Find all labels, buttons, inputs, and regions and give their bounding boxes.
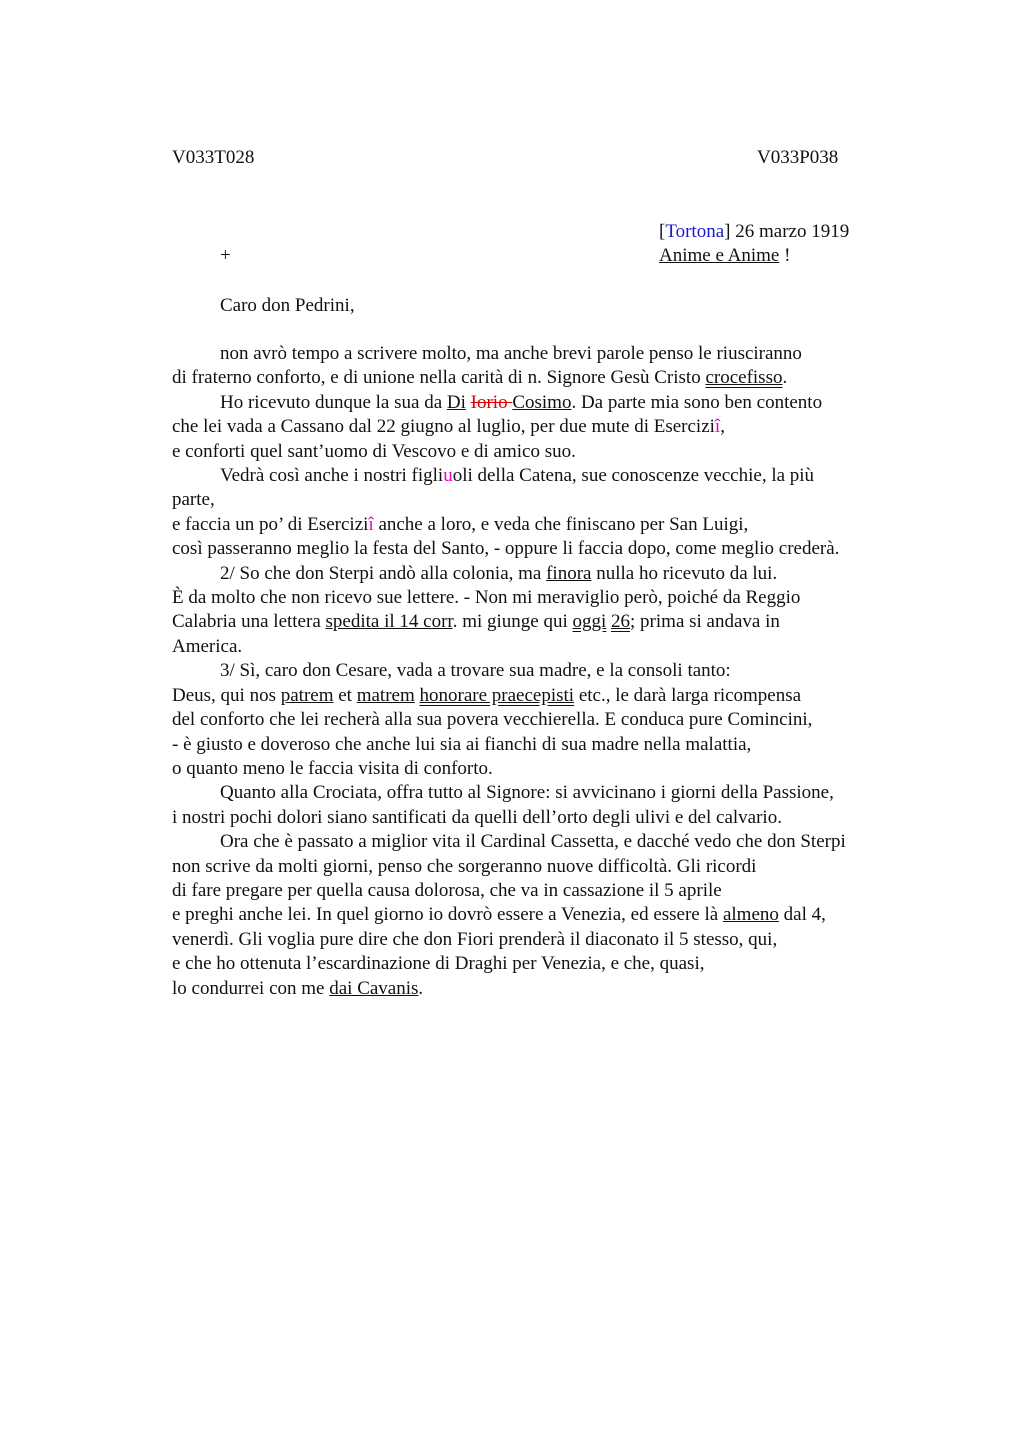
document-code-left: V033T028 bbox=[172, 147, 255, 168]
letter-body bbox=[172, 342, 912, 1001]
body-line: non scrive da molti giorni, penso che sorgeranno nuove difficoltà. Gli ricordi bbox=[172, 855, 757, 877]
body-line: Calabria una lettera spedita il 14 corr. mi giunge qui oggi 26; prima si andava in bbox=[172, 611, 780, 633]
body-line: di fare pregare per quella causa dolorosa, che va in cassazione il 5 aprile bbox=[172, 879, 722, 901]
document-code-right: V033P038 bbox=[757, 147, 839, 168]
letter-date-line: [Tortona] 26 marzo 1919 bbox=[659, 221, 850, 242]
body-line: di fraterno conforto, e di unione nella carità di n. Signore Gesù Cristo crocefisso. bbox=[172, 367, 788, 389]
body-line: e faccia un po’ di Eserciziî anche a loro, e veda che finiscano per San Luigi, bbox=[172, 513, 749, 535]
deleted-text: Iorio bbox=[470, 391, 513, 413]
body-line: venerdì. Gli voglia pure dire che don Fiori prenderà il diaconato il 5 stesso, qui, bbox=[172, 928, 778, 950]
body-line: e conforti quel sant’uomo di Vescovo e di amico suo. bbox=[172, 440, 576, 462]
body-line: che lei vada a Cassano dal 22 giugno al luglio, per due mute di Eserciziî, bbox=[172, 416, 725, 438]
body-line: È da molto che non ricevo sue lettere. - Non mi meraviglio però, poiché da Reggio bbox=[172, 587, 801, 609]
editorial-mark: u bbox=[443, 465, 453, 487]
body-line: del conforto che lei recherà alla sua povera vecchierella. E conduca pure Comincini, bbox=[172, 709, 813, 731]
body-line: - è giusto e doveroso che anche lui sia ai fianchi di sua madre nella malattia, bbox=[172, 733, 752, 755]
body-line: Vedrà così anche i nostri figliuoli della Catena, sue conoscenze vecchie, la più bbox=[220, 465, 815, 487]
body-line: o quanto meno le faccia visita di conforto. bbox=[172, 757, 493, 779]
letter-motto-line bbox=[659, 244, 790, 268]
letter-place: Tortona bbox=[665, 221, 725, 242]
body-line: 3/ Sì, caro don Cesare, vada a trovare sua madre, e la consoli tanto: bbox=[220, 660, 731, 682]
body-line: 2/ So che don Sterpi andò alla colonia, ma finora nulla ho ricevuto da lui. bbox=[220, 562, 778, 584]
body-line: Ho ricevuto dunque la sua da Di Iorio Cosimo. Da parte mia sono ben contento bbox=[220, 391, 823, 413]
salutation: Caro don Pedrini, bbox=[220, 295, 355, 316]
body-line: i nostri pochi dolori siano santificati da quelli dell’orto degli ulivi e del calvario. bbox=[172, 806, 782, 828]
body-line: Quanto alla Crociata, offra tutto al Signore: si avvicinano i giorni della Passione, bbox=[220, 782, 834, 804]
body-line: Ora che è passato a miglior vita il Cardinal Cassetta, e dacché vedo che don Sterpi bbox=[220, 831, 846, 853]
body-line: America. bbox=[172, 635, 243, 657]
letter-date: 26 marzo 1919 bbox=[735, 221, 850, 242]
body-line: non avrò tempo a scrivere molto, ma anche brevi parole penso le riusciranno bbox=[220, 343, 802, 364]
body-line: e che ho ottenuta l’escardinazione di Draghi per Venezia, e che, quasi, bbox=[172, 953, 705, 975]
letter-motto: Anime e Anime bbox=[659, 245, 780, 266]
editorial-mark: î bbox=[368, 513, 374, 535]
body-line: Deus, qui nos patrem et matrem honorare praecepisti etc., le darà larga ricompensa bbox=[172, 684, 802, 706]
body-line: lo condurrei con me dai Cavanis. bbox=[172, 977, 424, 999]
letter-motto-punct: ! bbox=[779, 245, 791, 266]
cross-mark: + bbox=[220, 245, 231, 266]
body-line: così passeranno meglio la festa del Santo, - oppure li faccia dopo, come meglio crederà. bbox=[172, 538, 840, 560]
body-line: parte, bbox=[172, 489, 215, 511]
editorial-mark: î bbox=[714, 416, 721, 438]
body-line: e preghi anche lei. In quel giorno io dovrò essere a Venezia, ed essere là almeno dal 4, bbox=[172, 904, 826, 926]
